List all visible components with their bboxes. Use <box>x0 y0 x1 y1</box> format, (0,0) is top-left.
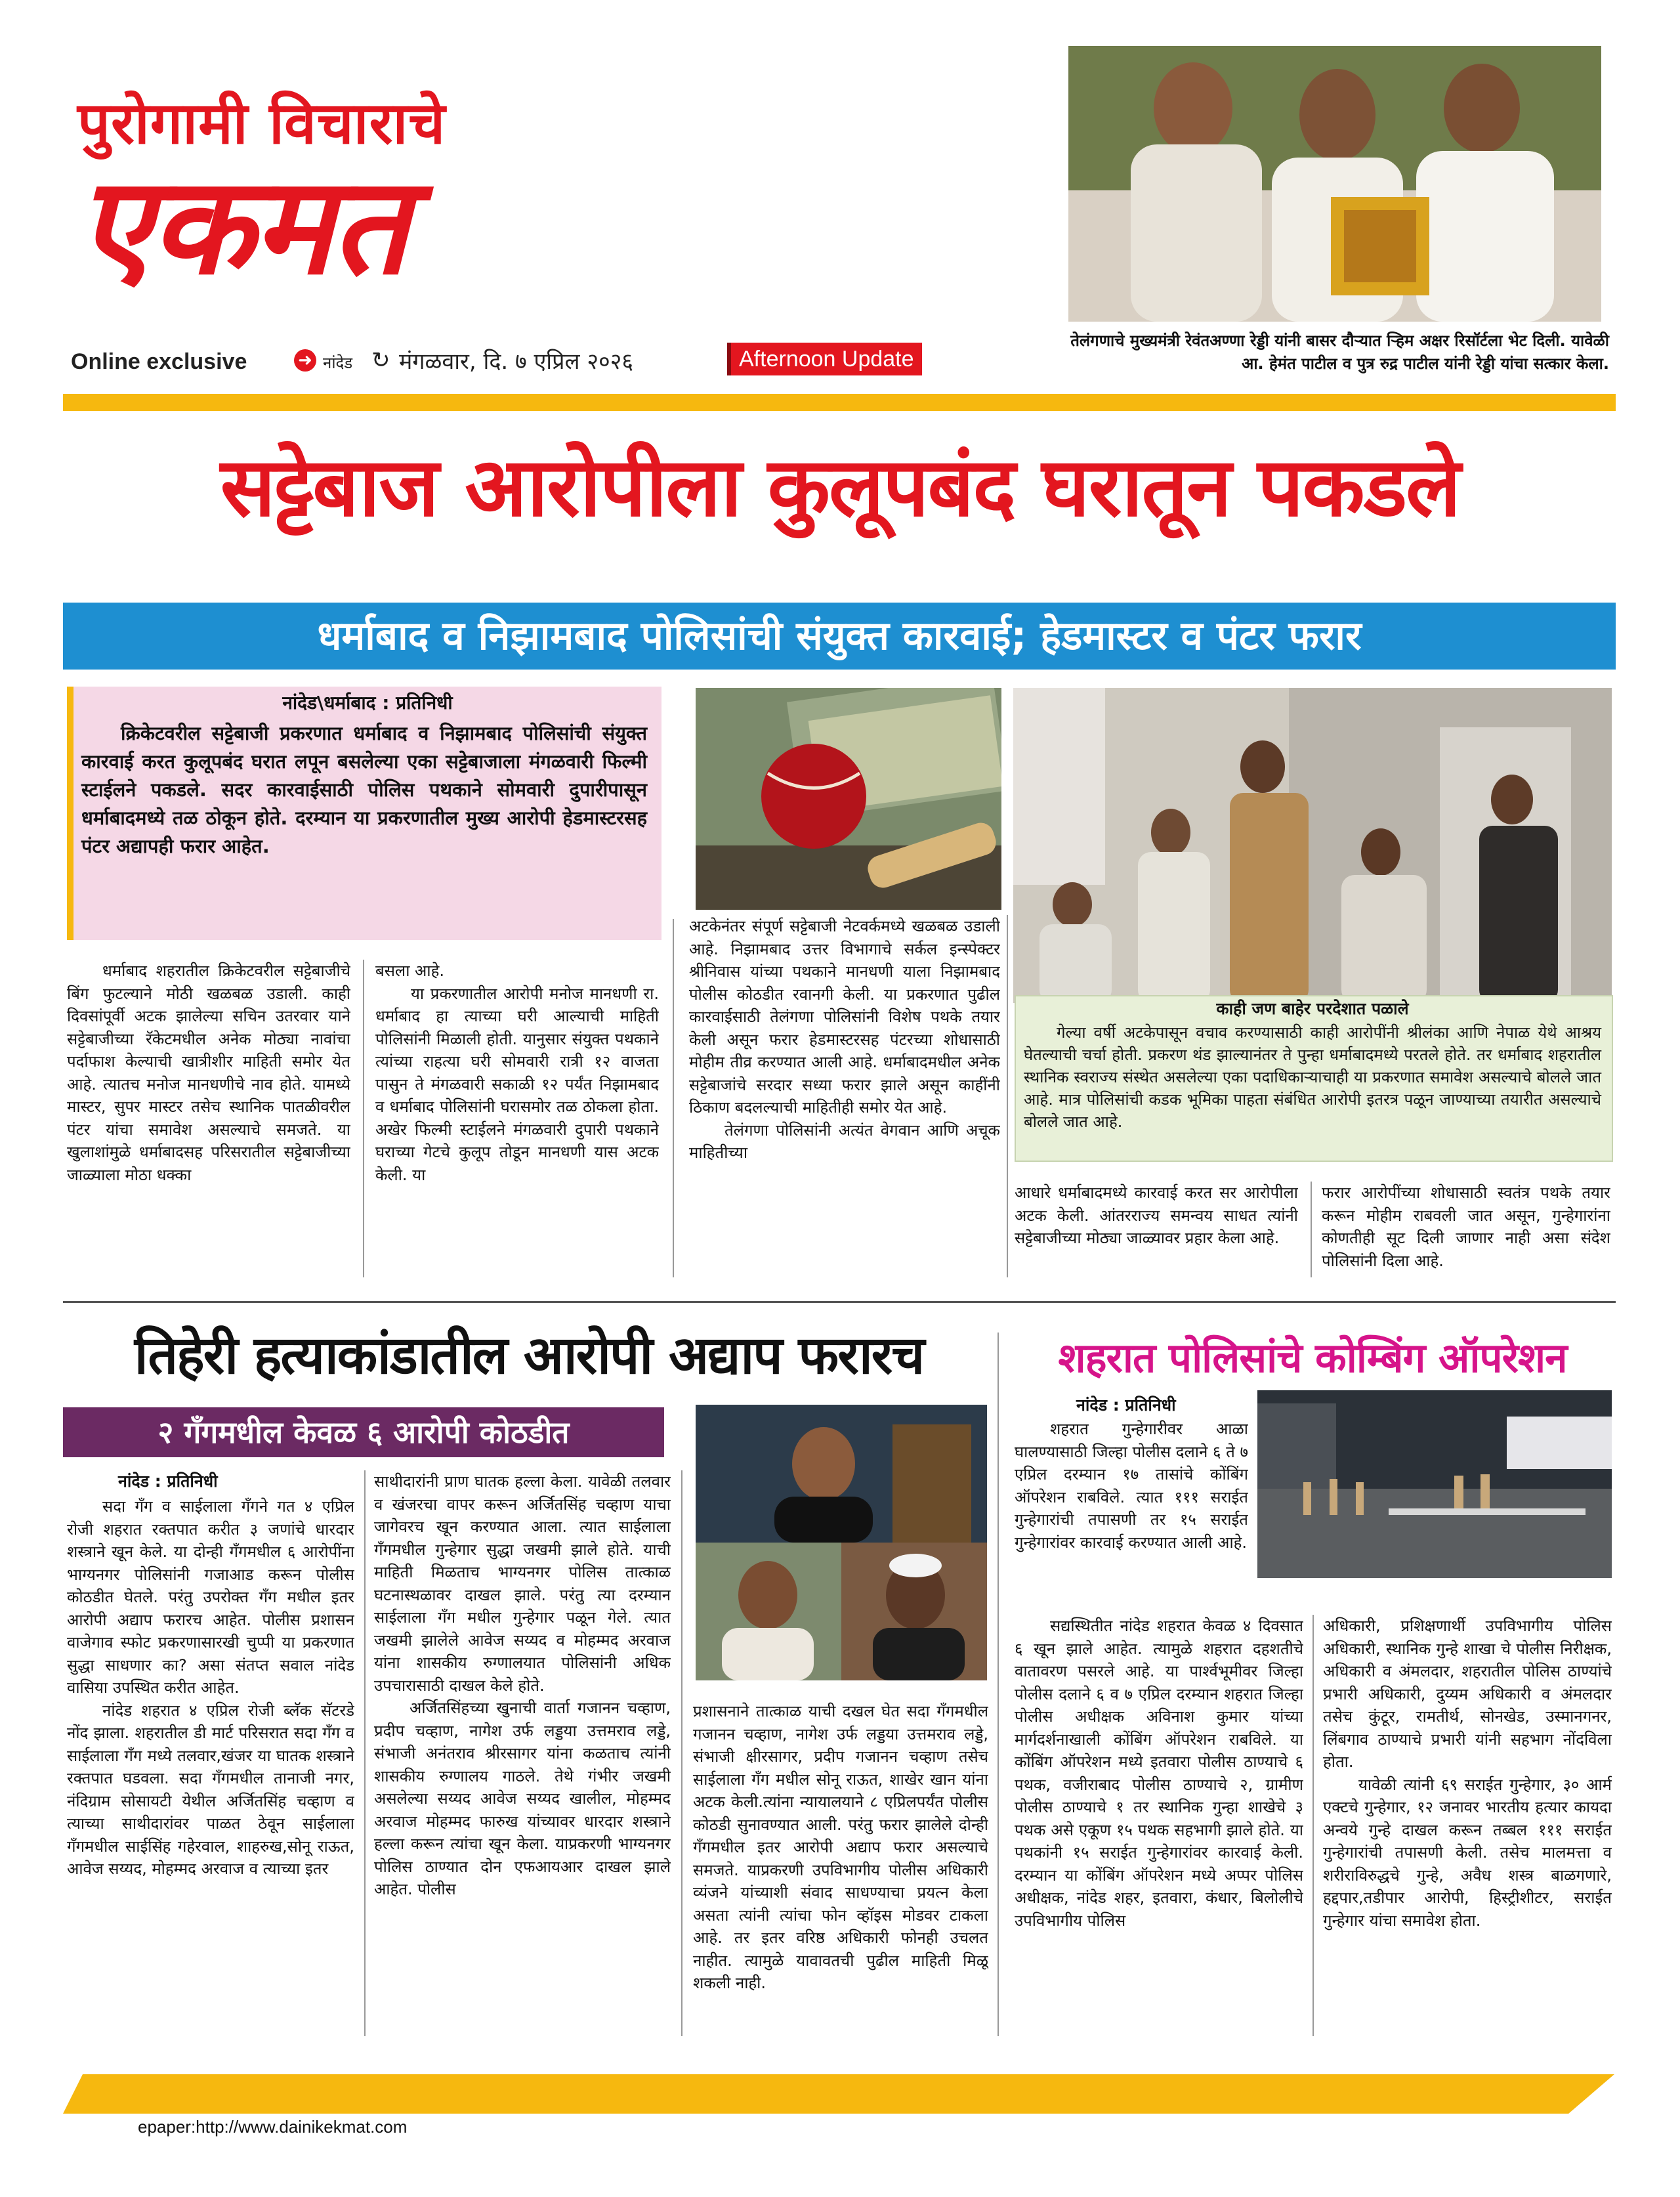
police-raid-illustration <box>1013 688 1612 1003</box>
online-exclusive-label: Online exclusive <box>71 349 247 374</box>
lead-col-4-para: आधारे धर्माबादमध्ये कारवाई करत सर आरोपीला अटक केली. आंतरराज्य समन्वय साधत त्यांनी सट्टेबाजीच्या मोठ्या जाळ्यावर प्रहार केला आहे. <box>1015 1184 1298 1247</box>
accused-photos-illustration <box>696 1405 987 1680</box>
story2-subhead: २ गँगमधील केवळ ६ आरोपी कोठडीत <box>158 1415 570 1450</box>
cm-visit-illustration <box>1068 46 1601 322</box>
accused-photos <box>696 1405 987 1680</box>
masthead-title: एकमत <box>77 148 408 305</box>
story3-col-2-para-b: यावेळी त्यांनी ६९ सराईत गुन्हेगार, ३० आर्म एक्टचे गुन्हेगार, १२ जनावर भारतीय हत्यार कायदा अन्वये गुन्हे दाखल करून तब्बल १११ सराईत गुन्हेगारांची तपासणी केली. तसेच मालमत्ता व शरीराविरुद्धचे गुन्हे, अवैध शस्त्र बाळगणारे, हद्दपार,तडीपार आरोपी, हिस्ट्रीशीटर, सराईत गुन्हेगार यांचा समावेश होता. <box>1323 1775 1612 1930</box>
lead-col-5 <box>1322 1182 1610 1280</box>
masthead-tagline: पुरोगामी विचाराचे <box>77 89 446 157</box>
story2-col-1 <box>67 1495 354 2040</box>
story2-col-1-para-a: सदा गँग व साईलाला गँगने गत ४ एप्रिल रोजी शहरात रक्तपात करीत ३ जणांचे धारदार शस्त्राने खून केले. या दोन्ही गँगमधील ६ आरोपींना भाग्यनगर पोलिसांनी गजाआड करून पोलीस कोठडीत घेतले. परंतु उपरोक्त गँग मधील इतर आरोपी अद्याप फरारच आहेत. पोलीस प्रशासन वाजेगाव स्फोट प्रकरणासारखी चुप्पी या प्रकरणात सुद्धा साधणार का? असा संतप्त सवाल नांदेड वासिया उपस्थित करीत आहेत. <box>67 1497 354 1697</box>
story2-subhead-bar <box>63 1407 664 1457</box>
lead-col-1 <box>67 960 350 1278</box>
lead-col-1-para: धर्माबाद शहरातील क्रिकेटवरील सट्टेबाजीचे बिंग फुटल्याने मोठी खळबळ उडाली. काही दिवसांपूर्वी अटक झालेल्या सचिन उतरवार याने सट्टेबाजीच्या रॅकेटमधील अनेक मोठ्या नावांचा पर्दाफाश केल्याची खात्रीशीर माहिती समोर येत आहे. त्यातच मनोज मानधणीचे नाव होते. यामध्ये मास्टर, सुपर मास्टर तसेच स्थानिक पातळीवरील पंटर यांचा समावेश असल्याचे समजते. या खुलाशांमुळे धर्माबादसह परिसरातील सट्टेबाजीच्या जाळ्याला मोठा धक्का <box>67 962 350 1184</box>
lead-sep-4 <box>1311 1182 1312 1277</box>
epaper-link[interactable]: epaper:http://www.dainikekmat.com <box>138 2117 408 2137</box>
lead-col-3 <box>689 915 1000 1277</box>
lead-subhead-bar <box>63 603 1616 670</box>
story3-intro <box>1015 1418 1248 1615</box>
footer-bar <box>85 2074 1614 2114</box>
story3-col-2 <box>1323 1615 1612 2041</box>
arrow-right-icon: ➜ <box>294 349 316 372</box>
story2-col-3 <box>693 1700 988 2041</box>
story2-byline: नांदेड : प्रतिनिधी <box>118 1472 218 1491</box>
top-yellow-rule <box>63 394 1616 411</box>
story3-col-1-para: सद्यस्थितीत नांदेड शहरात केवळ ४ दिवसात ६ खून झाले आहेत. त्यामुळे शहरात दहशतीचे वातावरण पसरले आहे. या पार्श्वभूमीवर जिल्हा पोलीस दलाने ६ व ७ एप्रिल दरम्यान शहरात जिल्हा पोलीस अधीक्षक अविनाश कुमार यांच्या मार्गदर्शनाखाली कोंबिंग ऑपरेशन राबविले. या कोंबिंग ऑपरेशन मध्ये इतवारा पोलीस ठाण्याचे ६ पथक, वजीराबाद पोलीस ठाण्याचे २, ग्रामीण पोलीस ठाण्याचे १ तर स्थानिक गुन्हा शाखेचे ३ पथक असे एकूण १५ पथक सहभागी झाले होते. या पथकांनी १५ सराईत गुन्हेगारांवर कारवाई केली. दरम्यान या कोंबिंग ऑपरेशन मध्ये अप्पर पोलिस अधीक्षक, नांदेड शहर, इतवारा, कंधार, बिलोलीचे उपविभागीय पोलिस <box>1015 1617 1303 1930</box>
combing-operation-photo <box>1257 1390 1612 1578</box>
story2-col-3-para: प्रशासनाने तात्काळ याची दखल घेत सदा गँगमधील गजानन चव्हाण, नागेश उर्फ लड्डया उत्तमराव लड्डे, संभाजी क्षीरसागर, प्रदीप गजानन चव्हाण तसेच साईलाला गँग मधील सोनू राऊत, शाखेर खान यांना अटक केली.त्यांना न्यायालयाने ८ एप्रिलपर्यंत पोलीस कोठडी सुनावण्यात आली. परंतु फरार झालेले दोन्ही गँगमधील इतर आरोपी अद्याप फरार असल्याचे समजते. याप्रकरणी उपविभागीय पोलीस अधिकारी व्यंजने यांच्याशी संवाद साधण्याचा प्रयत्न केला असता त्यांनी त्यांचा फोन व्हॉइस मोडवर टाकला आहे. तर इतर वरिष्ठ अधिकारी फोनही उचलत नाहीत. त्यामुळे यावावतची पुढील माहिती मिळू शकली नाही. <box>693 1702 988 1992</box>
story3-sep-1 <box>1312 1615 1314 2036</box>
lead-col-3-para-b: तेलंगणा पोलिसांनी अत्यंत वेगवान आणि अचूक माहितीच्या <box>689 1120 1000 1162</box>
story3-col-2-para-a: अधिकारी, प्रशिक्षणार्थी उपविभागीय पोलिस अधिकारी, स्थानिक गुन्हे शाखा चे पोलीस निरीक्षक, अधिकारी व अंमलदार, शहरातील पोलिस ठाण्यांचे प्रभारी अधिकारी, दुय्यम अधिकारी व अंमलदार तसेच कुंटूर, रामतीर्थ, सोनखेड, उस्मानगनर, लिंबगाव ठाण्याचे प्रभारी यांनी सहभाग नोंदविला होता. <box>1323 1617 1612 1771</box>
lead-sep-3 <box>1007 915 1008 1277</box>
combing-operation-illustration <box>1257 1390 1612 1578</box>
afternoon-update-badge: Afternoon Update <box>727 343 922 375</box>
lead-sep-1 <box>363 960 364 1277</box>
mid-rule <box>63 1301 1616 1303</box>
lead-intro-text: क्रिकेटवरील सट्टेबाजी प्रकरणात धर्माबाद व निझामबाद पोलिसांची संयुक्त कारवाई करत कुलूपबंद घरात लपून बसलेल्या एका सट्टेबाजाला मंगळवारी फिल्मी स्टाईलने पकडले. सदर कारवाईसाठी पोलिस पथकाने सोमवारी दुपारीपासून धर्माबादमध्ये तळ ठोकून होते. दरम्यान या प्रकरणातील मुख्य आरोपी हेडमास्टरसह पंटर अद्यापही फरार आहेत. <box>81 722 647 857</box>
cricket-ball-photo <box>696 688 1001 910</box>
story3-col-1 <box>1015 1615 1303 2041</box>
story3-intro-para: शहरात गुन्हेगारीवर आळा घालण्यासाठी जिल्हा पोलीस दलाने ६ ते ७ एप्रिल दरम्यान १७ तासांचे कोंबिंग ऑपरेशन राबविले. त्यात १११ सराईत गुन्हेगारांची तपासणी तर १५ सराईत गुन्हेगारांवर कारवाई करण्यात आली आहे. <box>1015 1420 1248 1552</box>
edition-date: मंगळवार, दि. ७ एप्रिल २०२६ <box>399 349 634 375</box>
lead-col-2 <box>375 960 659 1278</box>
story2-sep-1 <box>364 1470 366 2036</box>
lead-headline: सट्टेबाज आरोपीला कुलूपबंद घरातून पकडले <box>220 440 1460 535</box>
story3-byline: नांदेड : प्रतिनिधी <box>1076 1396 1176 1415</box>
story2-col-2 <box>374 1470 671 2039</box>
story2-col-1-para-b: नांदेड शहरात ४ एप्रिल रोजी ब्लॅक सॅटरडे नोंद झाला. शहरातील डी मार्ट परिसरात सदा गँग व साईलाला गँग मध्ये तलवार,खंजर या घातक शस्त्राने रक्तपात घडवला. सदा गँगमधील तानाजी नगर, नंदिग्राम सोसायटी येथील अर्जितसिंह चव्हाण व त्याच्या साथीदारांवर पाळत ठेवून साईलाला गँगमधील साईसिंह गहेरवाल, शाहरुख,सोनू राऊत, आवेज सय्यद, मोहम्मद अरवाज व त्याच्या इतर <box>67 1701 354 1878</box>
lead-col-4 <box>1015 1182 1298 1280</box>
lead-col-2-para-b: या प्रकरणातील आरोपी मनोज मानधणी रा. धर्माबाद हा त्याच्या घरी आल्याची माहिती पोलिसांनी मिळाली होती. यानुसार संयुक्त पथकाने त्यांच्या राहत्या घरी सोमवारी रात्री १२ वाजता पासुन ते मंगळवारी सकाळी १२ पर्यंत निझामबाद व धर्माबाद पोलिसांनी घरासमोर तळ ठोकला होता. अखेर फिल्मी स्टाईलने मंगळवारी दुपारी पथकाने घराच्या गेटचे कुलूप तोडून मानधणी यास अटक केली. या <box>375 984 659 1184</box>
lead-col-2-para-a: बसला आहे. <box>375 962 444 980</box>
lead-intro <box>81 719 647 861</box>
lead-col-5-para: फरार आरोपींच्या शोधासाठी स्वतंत्र पथके तयार करून मोहीम राबवली जात असून, गुन्हेगारांना कोणतीही सूट दिली जाणार नाही असा संदेश पोलिसांनी दिला आहे. <box>1322 1184 1610 1270</box>
footer-left-notch <box>63 2074 102 2114</box>
story2-sep-3 <box>998 1333 999 2036</box>
abroad-box-title: काही जण बाहेर परदेशात पळाले <box>1216 999 1409 1018</box>
lead-sep-2 <box>673 919 674 1277</box>
cm-visit-photo <box>1068 46 1601 322</box>
redo-icon: ↻ <box>371 347 390 373</box>
abroad-box-text <box>1024 1021 1601 1133</box>
lead-col-3-para-a: अटकेनंतर संपूर्ण सट्टेबाजी नेटवर्कमध्ये खळबळ उडाली आहे. निझामबाद उत्तर विभागाचे सर्कल इन्स्पेक्टर श्रीनिवास यांच्या पथकाने मानधणी याला निझामबाद पोलीस कोठडीत रवानगी केली. या प्रकरणात पुढील कारवाईसाठी तेलंगणा पोलिसांनी विशेष पथके तयार केली असून फरार हेडमास्टरसह पंटरच्या शोधासाठी मोहीम तीव्र करण्यात आली आहे. धर्माबादमधील अनेक सट्टेबाजांचे सरदार सध्या फरार झाले असून काहींनी ठिकाण बदलल्याची माहितीही समोर येत आहे. <box>689 917 1000 1117</box>
story2-sep-2 <box>681 1470 682 2036</box>
lead-subhead: धर्माबाद व निझामबाद पोलिसांची संयुक्त कारवाई; हेडमास्टर व पंटर फरार <box>317 613 1362 659</box>
cricket-ball-illustration <box>696 688 1001 910</box>
story3-headline: शहरात पोलिसांचे कोम्बिंग ऑपरेशन <box>1058 1334 1567 1382</box>
story2-col-2-para-a: साथीदारांनी प्राण घातक हल्ला केला. यावेळी तलवार व खंजरचा वापर करून अर्जितसिंह चव्हाण याचा जागेवरच खून करण्यात आला. त्यात साईलाला गँगमधील गुन्हेगार सुद्धा जखमी झाले होते. याची माहिती मिळताच भाग्यनगर पोलिस तात्काळ घटनास्थळावर दाखल झाले. परंतु त्या दरम्यान साईलाला गँग मधील गुन्हेगार पळून गेले. त्यात जखमी झालेले आवेज सय्यद व मोहम्मद अरवाज यांना शासकीय रुग्णालयात पोलिसांनी अधिक उपचारासाठी दाखल केले होते. <box>374 1472 671 1695</box>
story2-col-2-para-b: अर्जितसिंहच्या खुनाची वार्ता गजानन चव्हाण, प्रदीप चव्हाण, नागेश उर्फ लड्डया उत्तमराव लड्डे, संभाजी अनंतराव श्रीरसागर यांना कळताच त्यांनी शासकीय रुग्णालय गाठले. तेथे गंभीर जखमी असलेल्या सय्यद आवेज सय्यद खालील, मोहम्मद अरवाज मोहम्मद फारुख यांच्यावर धारदार शस्त्राने हल्ला करून त्यांचा खून केला. याप्रकरणी भाग्यनगर पोलिस ठाण्यात दोन एफआयआर दाखल झाले आहेत. पोलीस <box>374 1699 671 1898</box>
abroad-box-text-span: गेल्या वर्षी अटकेपासून वचाव करण्यासाठी काही आरोपींनी श्रीलंका आणि नेपाळ येथे आश्रय घेतल्याची चर्चा होती. प्रकरण थंड झाल्यानंतर ते पुन्हा धर्माबादमध्ये परतले होते. तर धर्माबाद शहरातील स्थानिक स्वराज्य संस्थेत असलेल्या एका पदाधिकाऱ्याचाही या प्रकरणात समावेश असल्याचे बोलले जात आहे. मात्र पोलिसांची कडक भूमिका पाहता संबंधित आरोपी इतरत्र पळून जाण्याच्या तयारीत असल्याचे बोलले जात आहे. <box>1024 1023 1601 1131</box>
lead-byline: नांदेड\धर्माबाद : प्रतिनिधी <box>282 692 453 714</box>
police-raid-photo <box>1013 688 1612 1003</box>
story2-headline: तिहेरी हत्याकांडातील आरोपी अद्याप फरारच <box>134 1325 924 1386</box>
top-photo-caption: तेलंगणाचे मुख्यमंत्री रेवंतअण्णा रेड्डी यांनी बासर दौऱ्यात ऱ्हिम अक्षर रिसॉर्टला भेट दिली. यावेळी आ. हेमंत पाटील व पुत्र रुद्र पाटील यांनी रेड्डी यांचा सत्कार केला. <box>1070 331 1609 373</box>
edition-place: नांदेड <box>323 354 353 372</box>
